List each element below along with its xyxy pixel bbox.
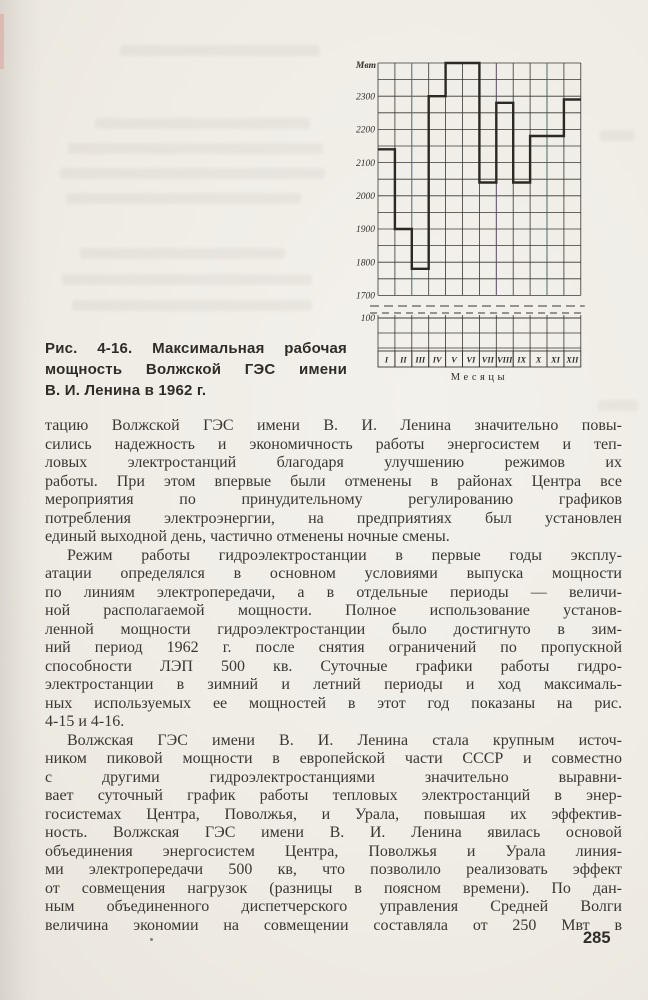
y-axis-tick-label: 1700 (356, 291, 375, 302)
y-axis-tick-label: 2300 (356, 92, 375, 103)
text-line: Волжская ГЭС имени В. И. Ленина стала крупным источ- (67, 731, 622, 749)
text-line: ной располагаемой мощности. Полное использование установ- (45, 602, 622, 619)
text-line: величина экономии на совмещении составляла от 250 Мвт в (45, 916, 622, 934)
bleedthrough-artifact (62, 274, 312, 285)
body-text-block (45, 417, 622, 935)
month-label: II (400, 355, 407, 365)
caption-line: мощность Волжской ГЭС имени (45, 361, 347, 378)
text-line: мероприятия по принудительному регулированию графиков (45, 491, 622, 508)
text-line: госистемах Центра, Поволжья, и Урала, повышая их эффектив- (45, 805, 622, 823)
paragraph (45, 732, 622, 936)
text-line: ленной мощности гидроэлектростанции было достигнуто в зим- (45, 620, 622, 638)
paragraph (45, 547, 622, 732)
caption-line: Рис. 4-16. Максимальная рабочая (45, 340, 347, 357)
text-line: ний период 1962 г. после снятия ограничений по пропускной (45, 639, 622, 656)
page-number: 285 (583, 929, 611, 947)
bleedthrough-artifact (66, 193, 301, 204)
text-line: по линиям электропередачи, а в отдельные периоды — величи- (45, 583, 622, 601)
paragraph (45, 417, 622, 547)
caption-line: В. И. Ленина в 1962 г. (45, 382, 207, 399)
month-label: IX (517, 355, 527, 365)
y-axis-title: Мвт (355, 61, 376, 71)
power-step-chart (352, 52, 592, 392)
figure-caption (45, 338, 347, 401)
text-line: сились надежность и экономичность работы энергосистем и теп- (45, 435, 622, 453)
month-label: VI (466, 355, 476, 365)
bleedthrough-artifact (598, 400, 638, 411)
month-label: IV (432, 355, 442, 365)
text-line: электростанции в зимний и летний периоды и ход максималь- (45, 676, 622, 693)
y-axis-tick-label: 2100 (356, 158, 375, 169)
text-line: с другими гидроэлектростанциями значительно выравни- (45, 768, 622, 786)
text-line: единый выходной день, частично отменены ночные смены. (45, 528, 450, 545)
text-line: атации определялся в основном условиями выпуска мощности (45, 565, 622, 582)
y-axis-tick-label: 1900 (356, 225, 375, 236)
y-axis-break-tick-label: 100 (360, 314, 375, 325)
text-line: потребления электроэнергии, на предприятиях был установлен (45, 509, 622, 527)
text-line: вает суточный график работы тепловых электростанций в энер- (45, 787, 622, 804)
month-label: V (451, 355, 457, 365)
text-line: способности ЛЭП 500 кв. Суточные графики работы гидро- (45, 657, 622, 675)
scan-edge-artifact (0, 14, 4, 69)
bleedthrough-artifact (600, 130, 635, 141)
y-axis-tick-label: 2200 (356, 125, 375, 136)
y-axis-tick-label: 1800 (356, 258, 375, 269)
page-edge-shadow (0, 0, 42, 1000)
text-line: объединения энергосистем Центра, Поволжья и Урала линия- (45, 842, 622, 860)
month-label: VII (481, 355, 494, 365)
bleedthrough-artifact (68, 143, 323, 154)
text-line: ником пиковой мощности в европейской части СССР и совместно (45, 750, 622, 767)
x-axis-title: Месяцы (450, 372, 509, 383)
bleedthrough-artifact (120, 45, 320, 56)
month-label: XI (551, 355, 560, 365)
bleedthrough-artifact (80, 248, 285, 259)
text-line: от совмещения нагрузок (разницы в поясном времени). По дан- (45, 879, 622, 897)
text-line: ных используемых ее мощностей в этот год показаны на рис. (45, 694, 622, 712)
bleedthrough-artifact (60, 168, 325, 179)
text-line: ловых электростанций благодаря улучшению режимов их (45, 454, 622, 471)
text-line: ми электропередачи 500 кв, что позволило реализовать эффект (45, 861, 622, 878)
month-label: X (535, 355, 542, 365)
text-line: работы. При этом впервые были отменены в районах Центра все (45, 472, 622, 490)
month-label: XII (566, 355, 579, 365)
bleedthrough-artifact (72, 300, 312, 311)
bleedthrough-artifact (95, 118, 310, 129)
month-label: III (415, 355, 426, 365)
figure-4-16-chart (352, 52, 592, 392)
text-line: Режим работы гидроэлектростанции в первые годы эксплу- (67, 546, 622, 564)
print-speck-artifact (150, 938, 153, 941)
text-line: тацию Волжской ГЭС имени В. И. Ленина значительно повы- (45, 417, 622, 434)
month-label: VIII (497, 355, 513, 365)
text-line: 4-15 и 4-16. (45, 713, 125, 730)
month-label: I (384, 355, 389, 365)
text-line: ность. Волжская ГЭС имени В. И. Ленина явилась основой (45, 824, 622, 841)
y-axis-tick-label: 2000 (356, 192, 375, 202)
text-line: ным объединенного диспетчерского управления Средней Волги (45, 898, 622, 915)
